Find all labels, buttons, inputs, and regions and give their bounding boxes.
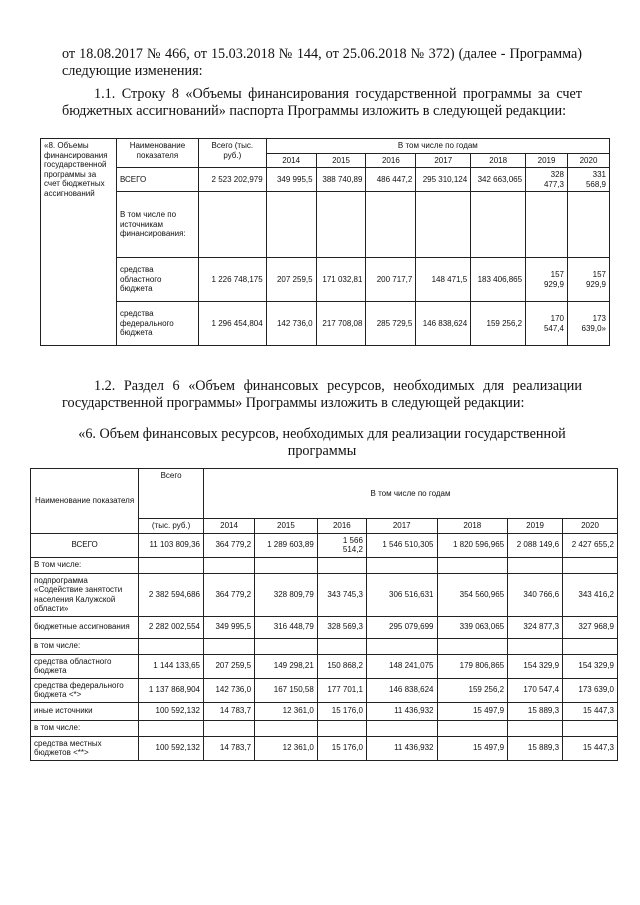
value-cell xyxy=(204,720,255,736)
value-cell: 146 838,624 xyxy=(416,302,471,346)
year-header: 2015 xyxy=(316,153,366,168)
passport-financing-table xyxy=(40,138,610,346)
table-row xyxy=(31,533,618,557)
value-cell xyxy=(437,720,508,736)
value-cell: 295 079,699 xyxy=(366,616,437,638)
table-row xyxy=(31,720,618,736)
value-cell xyxy=(508,720,563,736)
row-total-cell: 100 592,132 xyxy=(139,736,204,760)
value-cell: 15 447,3 xyxy=(563,736,618,760)
value-cell: 349 995,5 xyxy=(204,616,255,638)
col-total-unit: (тыс. руб.) xyxy=(139,519,204,534)
value-cell xyxy=(366,720,437,736)
value-cell xyxy=(316,192,366,258)
value-cell: 150 868,2 xyxy=(317,654,366,678)
table-row xyxy=(41,192,610,258)
value-cell: 15 176,0 xyxy=(317,736,366,760)
year-header: 2018 xyxy=(471,153,526,168)
row-name-cell: средства областного бюджета xyxy=(116,258,198,302)
row-total-cell: 11 103 809,36 xyxy=(139,533,204,557)
value-cell: 340 766,6 xyxy=(508,573,563,616)
row-name-cell: средства местных бюджетов <**> xyxy=(31,736,139,760)
year-header: 2015 xyxy=(255,519,318,534)
row-total-cell: 2 523 202,979 xyxy=(198,168,266,192)
value-cell: 15 447,3 xyxy=(563,702,618,720)
value-cell: 12 361,0 xyxy=(255,736,318,760)
table-header-row xyxy=(41,139,610,154)
col-total-header: Всего (тыс. руб.) xyxy=(198,139,266,168)
table-row xyxy=(31,678,618,702)
value-cell: 343 745,3 xyxy=(317,573,366,616)
table-row xyxy=(31,736,618,760)
row-name-cell: ВСЕГО xyxy=(116,168,198,192)
value-cell xyxy=(266,192,316,258)
value-cell: 15 176,0 xyxy=(317,702,366,720)
item-2-paragraph: 1.2. Раздел 6 «Объем финансовых ресурсов, необходимых для реализации государственной программы» Программы изложить в следующей редакции: xyxy=(62,378,582,411)
row-total-cell xyxy=(139,720,204,736)
row-name-cell: иные источники xyxy=(31,702,139,720)
value-cell: 15 889,3 xyxy=(508,736,563,760)
value-cell: 159 256,2 xyxy=(471,302,526,346)
table-row xyxy=(31,616,618,638)
value-cell: 157 929,9 xyxy=(568,258,610,302)
value-cell: 148 241,075 xyxy=(366,654,437,678)
row-name-cell: в том числе: xyxy=(31,720,139,736)
value-cell xyxy=(563,557,618,573)
value-cell: 364 779,2 xyxy=(204,573,255,616)
value-cell: 157 929,9 xyxy=(526,258,568,302)
value-cell xyxy=(317,557,366,573)
row-total-cell xyxy=(198,192,266,258)
row-total-cell xyxy=(139,638,204,654)
value-cell xyxy=(526,192,568,258)
table-row xyxy=(41,168,610,192)
value-cell: 339 063,065 xyxy=(437,616,508,638)
value-cell: 146 838,624 xyxy=(366,678,437,702)
value-cell: 200 717,7 xyxy=(366,258,416,302)
value-cell xyxy=(317,638,366,654)
row-total-cell: 1 137 868,904 xyxy=(139,678,204,702)
row-total-cell: 2 282 002,554 xyxy=(139,616,204,638)
value-cell: 173 639,0» xyxy=(568,302,610,346)
value-cell: 306 516,631 xyxy=(366,573,437,616)
value-cell: 15 497,9 xyxy=(437,702,508,720)
year-header: 2017 xyxy=(366,519,437,534)
col-name-header: Наименование показателя xyxy=(116,139,198,168)
value-cell: 2 427 655,2 xyxy=(563,533,618,557)
year-header: 2014 xyxy=(266,153,316,168)
value-cell xyxy=(563,638,618,654)
value-cell xyxy=(471,192,526,258)
value-cell: 1 820 596,965 xyxy=(437,533,508,557)
table-row xyxy=(31,573,618,616)
row-name-cell: бюджетные ассигнования xyxy=(31,616,139,638)
value-cell: 173 639,0 xyxy=(563,678,618,702)
year-header: 2020 xyxy=(568,153,610,168)
value-cell xyxy=(437,638,508,654)
year-header: 2017 xyxy=(416,153,471,168)
value-cell xyxy=(255,557,318,573)
value-cell xyxy=(563,720,618,736)
table-row xyxy=(31,638,618,654)
value-cell xyxy=(568,192,610,258)
row-name-cell: средства федерального бюджета <*> xyxy=(31,678,139,702)
value-cell: 170 547,4 xyxy=(526,302,568,346)
value-cell xyxy=(255,720,318,736)
value-cell: 331 568,9 xyxy=(568,168,610,192)
value-cell: 159 256,2 xyxy=(437,678,508,702)
year-header: 2019 xyxy=(526,153,568,168)
row-name-cell: ВСЕГО xyxy=(31,533,139,557)
row-total-cell xyxy=(139,557,204,573)
year-header: 2016 xyxy=(317,519,366,534)
table-row xyxy=(31,557,618,573)
value-cell: 171 032,81 xyxy=(316,258,366,302)
value-cell: 154 329,9 xyxy=(563,654,618,678)
table-row xyxy=(41,258,610,302)
table-row xyxy=(31,702,618,720)
value-cell: 148 471,5 xyxy=(416,258,471,302)
table-header-row xyxy=(31,469,618,519)
year-header: 2019 xyxy=(508,519,563,534)
value-cell: 295 310,124 xyxy=(416,168,471,192)
value-cell: 179 806,865 xyxy=(437,654,508,678)
table-row xyxy=(31,654,618,678)
value-cell xyxy=(366,638,437,654)
value-cell: 316 448,79 xyxy=(255,616,318,638)
row-total-cell: 100 592,132 xyxy=(139,702,204,720)
value-cell: 364 779,2 xyxy=(204,533,255,557)
value-cell: 343 416,2 xyxy=(563,573,618,616)
value-cell: 14 783,7 xyxy=(204,702,255,720)
value-cell xyxy=(317,720,366,736)
year-header: 2014 xyxy=(204,519,255,534)
value-cell: 142 736,0 xyxy=(204,678,255,702)
value-cell: 207 259,5 xyxy=(266,258,316,302)
table-row xyxy=(41,302,610,346)
row-total-cell: 1 296 454,804 xyxy=(198,302,266,346)
row-total-cell: 2 382 594,686 xyxy=(139,573,204,616)
col-total-header: Всего xyxy=(139,469,204,519)
value-cell: 388 740,89 xyxy=(316,168,366,192)
section6-financing-table xyxy=(30,468,618,761)
value-cell: 170 547,4 xyxy=(508,678,563,702)
row-name-cell: средства областного бюджета xyxy=(31,654,139,678)
row-name-cell: подпрограмма «Содействие занятости населения Калужской области» xyxy=(31,573,139,616)
value-cell: 217 708,08 xyxy=(316,302,366,346)
value-cell: 142 736,0 xyxy=(266,302,316,346)
value-cell: 349 995,5 xyxy=(266,168,316,192)
value-cell: 486 447,2 xyxy=(366,168,416,192)
value-cell: 15 889,3 xyxy=(508,702,563,720)
row-total-cell: 1 226 748,175 xyxy=(198,258,266,302)
year-header: 2018 xyxy=(437,519,508,534)
value-cell: 149 298,21 xyxy=(255,654,318,678)
value-cell: 154 329,9 xyxy=(508,654,563,678)
value-cell: 12 361,0 xyxy=(255,702,318,720)
year-header: 2016 xyxy=(366,153,416,168)
value-cell: 2 088 149,6 xyxy=(508,533,563,557)
value-cell: 324 877,3 xyxy=(508,616,563,638)
value-cell: 15 497,9 xyxy=(437,736,508,760)
value-cell: 167 150,58 xyxy=(255,678,318,702)
value-cell xyxy=(255,638,318,654)
value-cell xyxy=(437,557,508,573)
value-cell xyxy=(366,192,416,258)
value-cell xyxy=(508,557,563,573)
value-cell: 177 701,1 xyxy=(317,678,366,702)
value-cell: 11 436,932 xyxy=(366,736,437,760)
value-cell: 342 663,065 xyxy=(471,168,526,192)
value-cell xyxy=(204,557,255,573)
row-name-cell: средства федерального бюджета xyxy=(116,302,198,346)
intro-paragraph: от 18.08.2017 № 466, от 15.03.2018 № 144, от 25.06.2018 № 372) (далее - Программа) следующие изменения: xyxy=(62,46,582,79)
value-cell: 354 560,965 xyxy=(437,573,508,616)
years-header: В том числе по годам xyxy=(266,139,609,154)
value-cell: 183 406,865 xyxy=(471,258,526,302)
value-cell xyxy=(416,192,471,258)
row-name-cell: В том числе по источникам финансирования: xyxy=(116,192,198,258)
row-total-cell: 1 144 133,65 xyxy=(139,654,204,678)
value-cell: 328 569,3 xyxy=(317,616,366,638)
year-header: 2020 xyxy=(563,519,618,534)
value-cell: 328 477,3 xyxy=(526,168,568,192)
value-cell: 328 809,79 xyxy=(255,573,318,616)
value-cell: 327 968,9 xyxy=(563,616,618,638)
section-title: «6. Объем финансовых ресурсов, необходимых для реализации государственной программы xyxy=(78,426,566,459)
item-1-paragraph: 1.1. Строку 8 «Объемы финансирования государственной программы за счет бюджетных ассигнований» паспорта Программы изложить в следующей редакции: xyxy=(62,86,582,119)
row-name-cell: В том числе: xyxy=(31,557,139,573)
value-cell: 11 436,932 xyxy=(366,702,437,720)
value-cell: 1 289 603,89 xyxy=(255,533,318,557)
value-cell xyxy=(366,557,437,573)
row-name-cell: в том числе: xyxy=(31,638,139,654)
col-name-header: Наименование показателя xyxy=(31,469,139,534)
value-cell xyxy=(508,638,563,654)
value-cell xyxy=(204,638,255,654)
row-label-cell: «8. Объемы финансирования государственной программы за счет бюджетных ассигнований xyxy=(41,139,117,346)
years-header: В том числе по годам xyxy=(204,469,618,519)
value-cell: 285 729,5 xyxy=(366,302,416,346)
value-cell: 14 783,7 xyxy=(204,736,255,760)
value-cell: 207 259,5 xyxy=(204,654,255,678)
value-cell: 1 546 510,305 xyxy=(366,533,437,557)
value-cell: 1 566 514,2 xyxy=(317,533,366,557)
